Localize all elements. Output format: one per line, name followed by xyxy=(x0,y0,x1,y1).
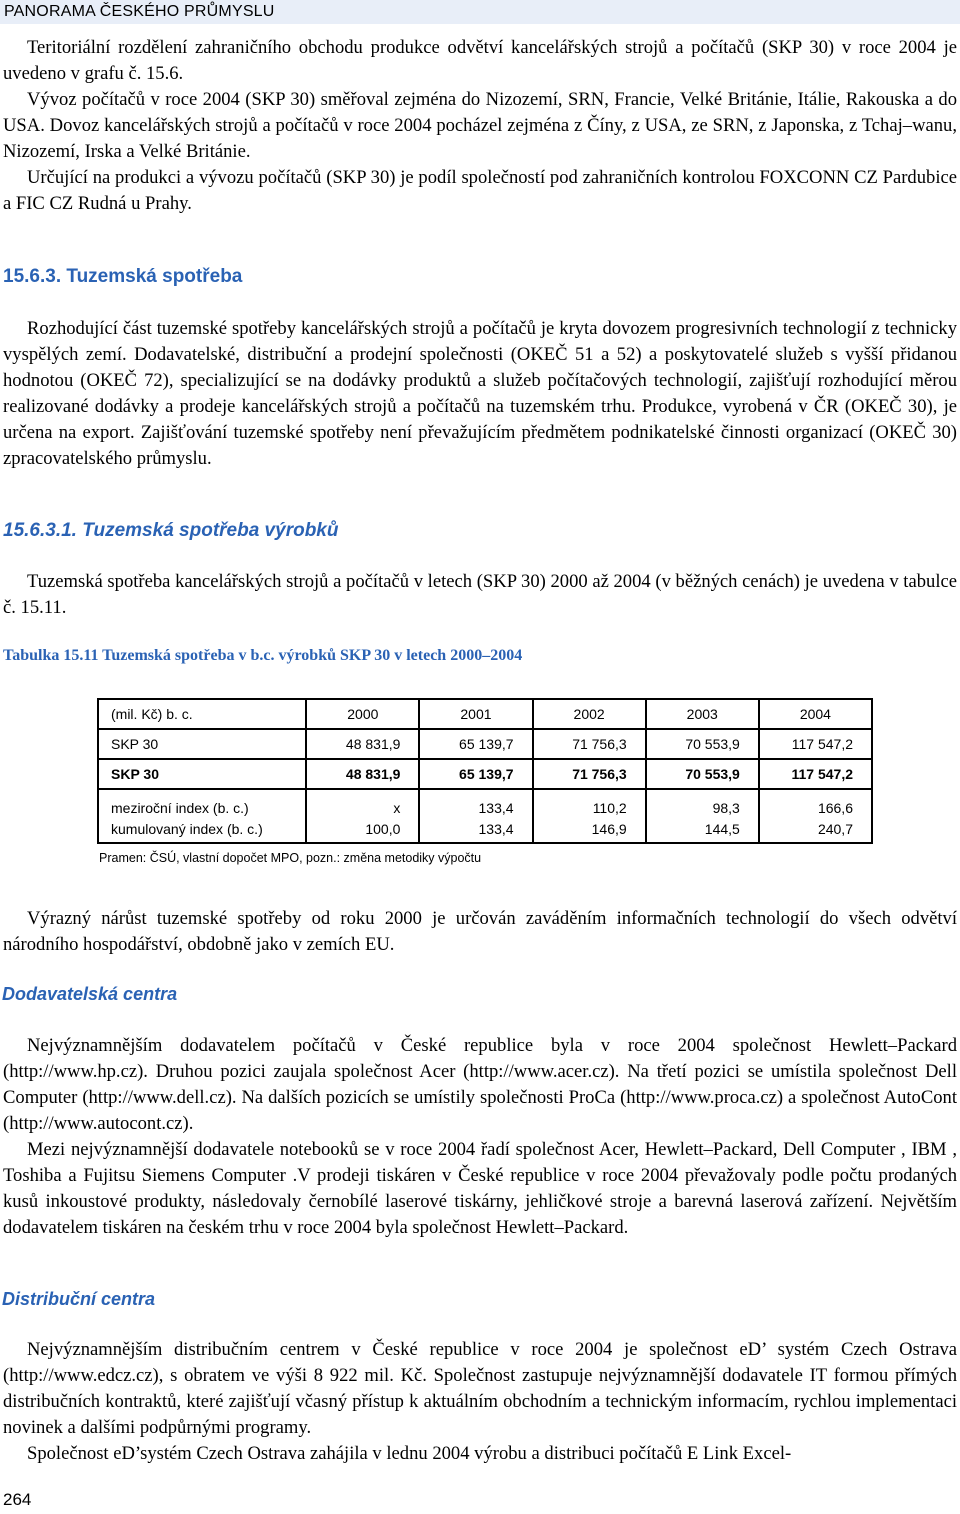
table-cell: kumulovaný index (b. c.) xyxy=(111,821,263,837)
table-cell: 133,4 xyxy=(419,789,532,816)
table-header-cell: 2004 xyxy=(759,699,872,729)
table-cell: meziroční index (b. c.) xyxy=(111,800,249,816)
dodavatelska-paragraph-2: Mezi nejvýznamnější dodavatele notebooků se v roce 2004 řadí společnost Acer, Hewlett–Packard, Dell Computer , IBM , Toshiba a Fujitsu Siemens Computer .V prodeji tiskáren v České republice v roce 2004 převažovaly podle počtu prodaných kusů inkoustové produkty, následovaly černobílé laserové tiskárny, jehličkové stroje a barevná laserová zařízení. Největším dodavatelem tiskáren na českém trhu v roce 2004 byla společnost Hewlett–Packard. xyxy=(3,1139,957,1238)
table-cell: SKP 30 xyxy=(98,729,306,759)
table-header-cell: 2000 xyxy=(306,699,419,729)
table-cell: 117 547,2 xyxy=(759,759,872,789)
table-cell: 166,6 xyxy=(759,789,872,816)
intro-paragraph-2: Vývoz počítačů v roce 2004 (SKP 30) směřoval zejména do Nizozemí, SRN, Francie, Velké Británie, Itálie, Rakouska a do USA. Dovoz kancelářských strojů a počítačů v roce 2004 pocházel zejména z Číny, z USA, ze SRN, z Japonska, z Tchaj–wanu, Nizozemí, Irska a Velké Británie. xyxy=(3,89,957,162)
section-heading-15-6-3: 15.6.3. Tuzemská spotřeba xyxy=(3,266,243,287)
running-header: PANORAMA ČESKÉHO PRŮMYSLU xyxy=(0,0,960,24)
table-header-row xyxy=(98,699,872,729)
table-cell: 71 756,3 xyxy=(533,759,646,789)
table-cell: 144,5 xyxy=(646,816,759,843)
table-row xyxy=(98,789,872,816)
table-row xyxy=(98,759,872,789)
section-15-6-3-1-text xyxy=(3,569,957,621)
section-15-6-3-1-paragraph: Tuzemská spotřeba kancelářských strojů a počítačů v letech (SKP 30) 2000 až 2004 (v běžných cenách) je uvedena v tabulce č. 15.11. xyxy=(3,571,957,618)
after-table-paragraph: Výrazný nárůst tuzemské spotřeby od roku 2000 je určován zaváděním informačních technologií do všech odvětví národního hospodářství, obdobně jako v zemích EU. xyxy=(3,908,957,955)
table-header-cell: 2002 xyxy=(533,699,646,729)
table-cell: 133,4 xyxy=(419,816,532,843)
distribucni-paragraph-2: Společnost eD’systém Czech Ostrava zahájila v lednu 2004 výrobu a distribuci počítačů E Link Excel- xyxy=(27,1443,792,1464)
intro-paragraph-1: Teritoriální rozdělení zahraničního obchodu produkce odvětví kancelářských strojů a počítačů (SKP 30) v roce 2004 je uvedeno v grafu č. 15.6. xyxy=(3,37,957,84)
table-cell: 100,0 xyxy=(306,816,419,843)
intro-text xyxy=(3,35,957,217)
table-cell: 65 139,7 xyxy=(419,729,532,759)
table-header-cell: (mil. Kč) b. c. xyxy=(98,699,306,729)
distribucni-text xyxy=(3,1337,957,1467)
page-number: 264 xyxy=(3,1490,32,1509)
section-heading-15-6-3-1: 15.6.3.1. Tuzemská spotřeba výrobků xyxy=(3,520,339,541)
table-cell: 48 831,9 xyxy=(306,729,419,759)
table-caption: Tabulka 15.11 Tuzemská spotřeba v b.c. výrobků SKP 30 v letech 2000–2004 xyxy=(3,647,523,664)
table-cell: 146,9 xyxy=(533,816,646,843)
section-15-6-3-text xyxy=(3,316,957,472)
table-cell: 117 547,2 xyxy=(759,729,872,759)
table-cell: x xyxy=(306,789,419,816)
heading-distribucni-centra: Distribuční centra xyxy=(2,1289,156,1309)
table-row xyxy=(98,816,872,843)
table-cell: SKP 30 xyxy=(98,759,306,789)
dodavatelska-text xyxy=(3,1033,957,1241)
distribucni-paragraph-1: Nejvýznamnějším distribučním centrem v České republice v roce 2004 je společnost eD’ systém Czech Ostrava (http://www.edcz.cz), s obratem ve výši 8 922 mil. Kč. Společnost zastupuje nejvýznamnější dodavatele IT formou přímých distribučních kontraktů, které zajišťují včasný přístup k aktuálním obchodním a technickým informacím, rychlou implementaci novinek a dalšími podpůrnými programy. xyxy=(3,1339,957,1438)
intro-paragraph-3: Určující na produkci a vývozu počítačů (SKP 30) je podíl společností pod zahraničních kontrolou FOXCONN CZ Pardubice a FIC CZ Rudná u Prahy. xyxy=(3,167,957,214)
table-cell: 110,2 xyxy=(533,789,646,816)
table-cell: 71 756,3 xyxy=(533,729,646,759)
table-cell: 70 553,9 xyxy=(646,729,759,759)
consumption-table xyxy=(97,698,873,844)
table-cell: 65 139,7 xyxy=(419,759,532,789)
after-table-text xyxy=(3,906,957,958)
dodavatelska-paragraph-1: Nejvýznamnějším dodavatelem počítačů v České republice byla v roce 2004 společnost Hewlett–Packard (http://www.hp.cz). Druhou pozici zaujala společnost Acer (http://www.acer.cz). Na třetí pozici se umístila společnost Dell Computer (http://www.dell.cz). Na dalších pozicích se umístily společnosti ProCa (http://www.proca.cz) a společnost AutoCont (http://www.autocont.cz). xyxy=(3,1035,957,1134)
table-row xyxy=(98,729,872,759)
table-source-note: Pramen: ČSÚ, vlastní dopočet MPO, pozn.: změna metodiky výpočtu xyxy=(99,851,482,865)
heading-dodavatelska-centra: Dodavatelská centra xyxy=(2,984,178,1004)
table-cell: 70 553,9 xyxy=(646,759,759,789)
table-cell: 98,3 xyxy=(646,789,759,816)
section-15-6-3-paragraph: Rozhodující část tuzemské spotřeby kancelářských strojů a počítačů je kryta dovozem progresivních technologií z technicky vyspělých zemí. Dodavatelské, distribuční a prodejní společnosti (OKEČ 51 a 52) a poskytovatelé služeb s vyšší přidanou hodnotou (OKEČ 72), specializující se na dodávky produktů a služeb počítačových technologií, zajišťují rozhodující měrou realizované dodávky a prodeje kancelářských strojů a počítačů na tuzemském trhu. Produkce, vyrobená v ČR (OKEČ 30), je určena na export. Zajišťování tuzemské spotřeby není převažujícím předmětem podnikatelské činnosti organizací (OKEČ 30) zpracovatelského průmyslu. xyxy=(3,318,957,469)
table-cell: 48 831,9 xyxy=(306,759,419,789)
table-header-cell: 2001 xyxy=(419,699,532,729)
table-cell: 240,7 xyxy=(759,816,872,843)
table-header-cell: 2003 xyxy=(646,699,759,729)
